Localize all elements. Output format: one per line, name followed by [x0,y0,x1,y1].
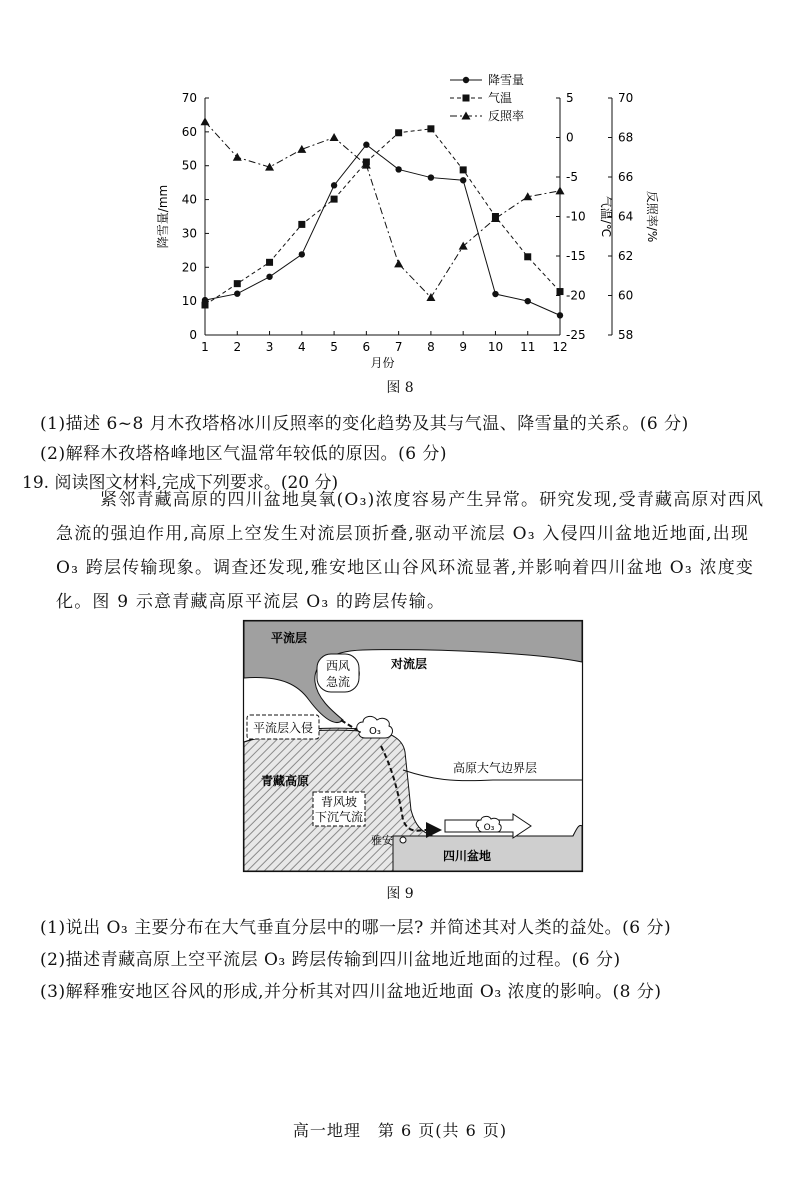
left-tick-label: 10 [181,294,197,309]
yaan-marker [400,837,406,843]
chart-legend [450,73,524,123]
left-tick-label: 60 [181,124,197,139]
material-line: 化。图 9 示意青藏高原平流层 O₃ 的跨层传输。 [56,592,446,612]
material-line: O₃ 跨层传输现象。调查还发现,雅安地区山谷风环流显著,并影响着四川盆地 O₃ 浓度变 [56,558,755,578]
x-tick-label: 6 [362,340,371,354]
temperature-point [331,196,338,203]
figure8-caption: 图 8 [386,380,414,396]
snowfall-point [363,142,369,148]
snowfall-point [525,298,531,304]
left-axis-label: 降雪量/mm [156,184,170,249]
temperature-point [524,253,531,260]
right1-tick-label: -5 [566,170,578,184]
temperature-line [205,129,560,305]
right1-tick-label: -25 [566,328,586,342]
right1-tick-label: 0 [566,130,574,145]
left-tick-label: 70 [181,91,197,105]
right2-tick-label: 60 [618,288,634,303]
snowfall-point [463,77,469,83]
albedo-point [556,186,565,194]
x-tick-label: 2 [233,340,242,354]
right2-tick-label: 64 [618,209,634,224]
albedo-point [201,117,210,125]
right1-axis-label: 气温/℃ [599,195,613,238]
albedo-point [394,259,403,267]
question-19-3: (3)解释雅安地区谷风的形成,并分析其对四川盆地近地面 O₃ 浓度的影响。(8 分) [40,982,662,1002]
question-19-title: 19. 阅读图文材料,完成下列要求。(20 分) [22,473,339,493]
right2-tick-label: 68 [618,130,634,145]
o3-cloud-label: O₃ [369,726,381,737]
question-19-1: (1)说出 O₃ 主要分布在大气垂直分层中的哪一层? 并简述其对人类的益处。(6 分) [40,918,672,938]
stratosphere-label: 平流层 [271,631,308,645]
plateau-label: 青藏高原 [261,774,310,788]
x-tick-label: 9 [459,340,468,354]
x-tick-label: 1 [201,340,209,354]
x-tick-label: 4 [297,340,306,354]
x-tick-label: 12 [552,340,568,354]
albedo-point [330,133,339,141]
x-tick-label: 5 [330,340,338,354]
jet-label-line2: 急流 [325,675,351,689]
temperature-point [266,259,273,266]
right2-tick-label: 66 [618,170,634,184]
right1-tick-label: -10 [566,209,586,224]
snowfall-point [331,182,337,188]
legend-label: 气温 [488,91,513,105]
boundary-layer-label: 高原大气边界层 [453,761,538,775]
temperature-point [395,129,402,136]
question-19-2: (2)描述青藏高原上空平流层 O₃ 跨层传输到四川盆地近地面的过程。(6 分) [40,950,621,970]
o3-arrow-label: O₃ [483,823,495,833]
left-tick-label: 0 [189,328,197,342]
question-19-material [56,483,784,619]
right2-tick-label: 62 [618,249,634,263]
snowfall-point [395,166,401,172]
snowfall-point [460,177,466,183]
yaan-label: 雅安 [371,834,393,847]
temperature-point [202,301,209,308]
albedo-line [205,122,560,298]
right2-axis-label: 反照率/% [645,190,659,243]
left-tick-label: 50 [181,158,197,173]
snowfall-line [205,145,560,316]
snowfall-point [428,174,434,180]
left-tick-label: 30 [181,226,197,241]
temperature-point [234,280,241,287]
question-18-1: (1)描述 6~8 月木孜塔格冰川反照率的变化趋势及其与气温、降雪量的关系。(6 分) [40,414,689,434]
x-tick-label: 11 [520,340,536,354]
right1-tick-label: -20 [566,288,586,303]
snowfall-point [299,251,305,257]
x-tick-label: 10 [487,340,504,354]
chart-series [201,117,565,318]
x-tick-label: 7 [394,340,403,354]
right1-tick-label: -15 [566,249,586,263]
material-line: 紧邻青藏高原的四川盆地臭氧(O₃)浓度容易产生异常。研究发现,受青藏高原对西风 [100,490,765,510]
albedo-point [297,145,306,153]
temperature-point [427,125,434,132]
legend-label: 反照率 [488,109,525,123]
x-tick-label: 3 [265,340,274,354]
right2-tick-label: 70 [618,91,634,105]
left-tick-label: 20 [181,260,197,275]
downslope-label-line2: 下沉气流 [314,810,364,824]
figure8-chart [150,70,659,375]
right1-tick-label: 5 [566,91,574,105]
albedo-point [233,153,242,161]
left-tick-label: 40 [181,192,197,207]
x-tick-label: 8 [427,340,435,354]
temperature-point [463,95,470,102]
intrusion-label: 平流层入侵 [252,721,314,735]
page-footer: 高一地理 第 6 页(共 6 页) [292,1121,508,1140]
jet-label-line1: 西风 [325,659,351,673]
temperature-point [298,221,305,228]
right2-tick-label: 58 [618,328,634,342]
material-line: 急流的强迫作用,高原上空发生对流层顶折叠,驱动平流层 O₃ 入侵四川盆地近地面,出现 [56,524,750,544]
temperature-point [460,166,467,173]
chart-axes [156,91,660,370]
figure9-diagram [243,620,583,872]
downslope-label-line1: 背风坡 [320,795,358,809]
basin-label: 四川盆地 [443,849,492,863]
troposphere-label: 对流层 [391,657,428,671]
legend-label: 降雪量 [488,73,525,87]
snowfall-point [234,290,240,296]
snowfall-point [266,274,272,280]
figure9-caption: 图 9 [386,886,414,902]
x-axis-label: 月份 [370,356,395,370]
snowfall-point [557,312,563,318]
question-18-2: (2)解释木孜塔格峰地区气温常年较低的原因。(6 分) [40,444,448,464]
temperature-point [557,288,564,295]
snowfall-point [492,291,498,297]
